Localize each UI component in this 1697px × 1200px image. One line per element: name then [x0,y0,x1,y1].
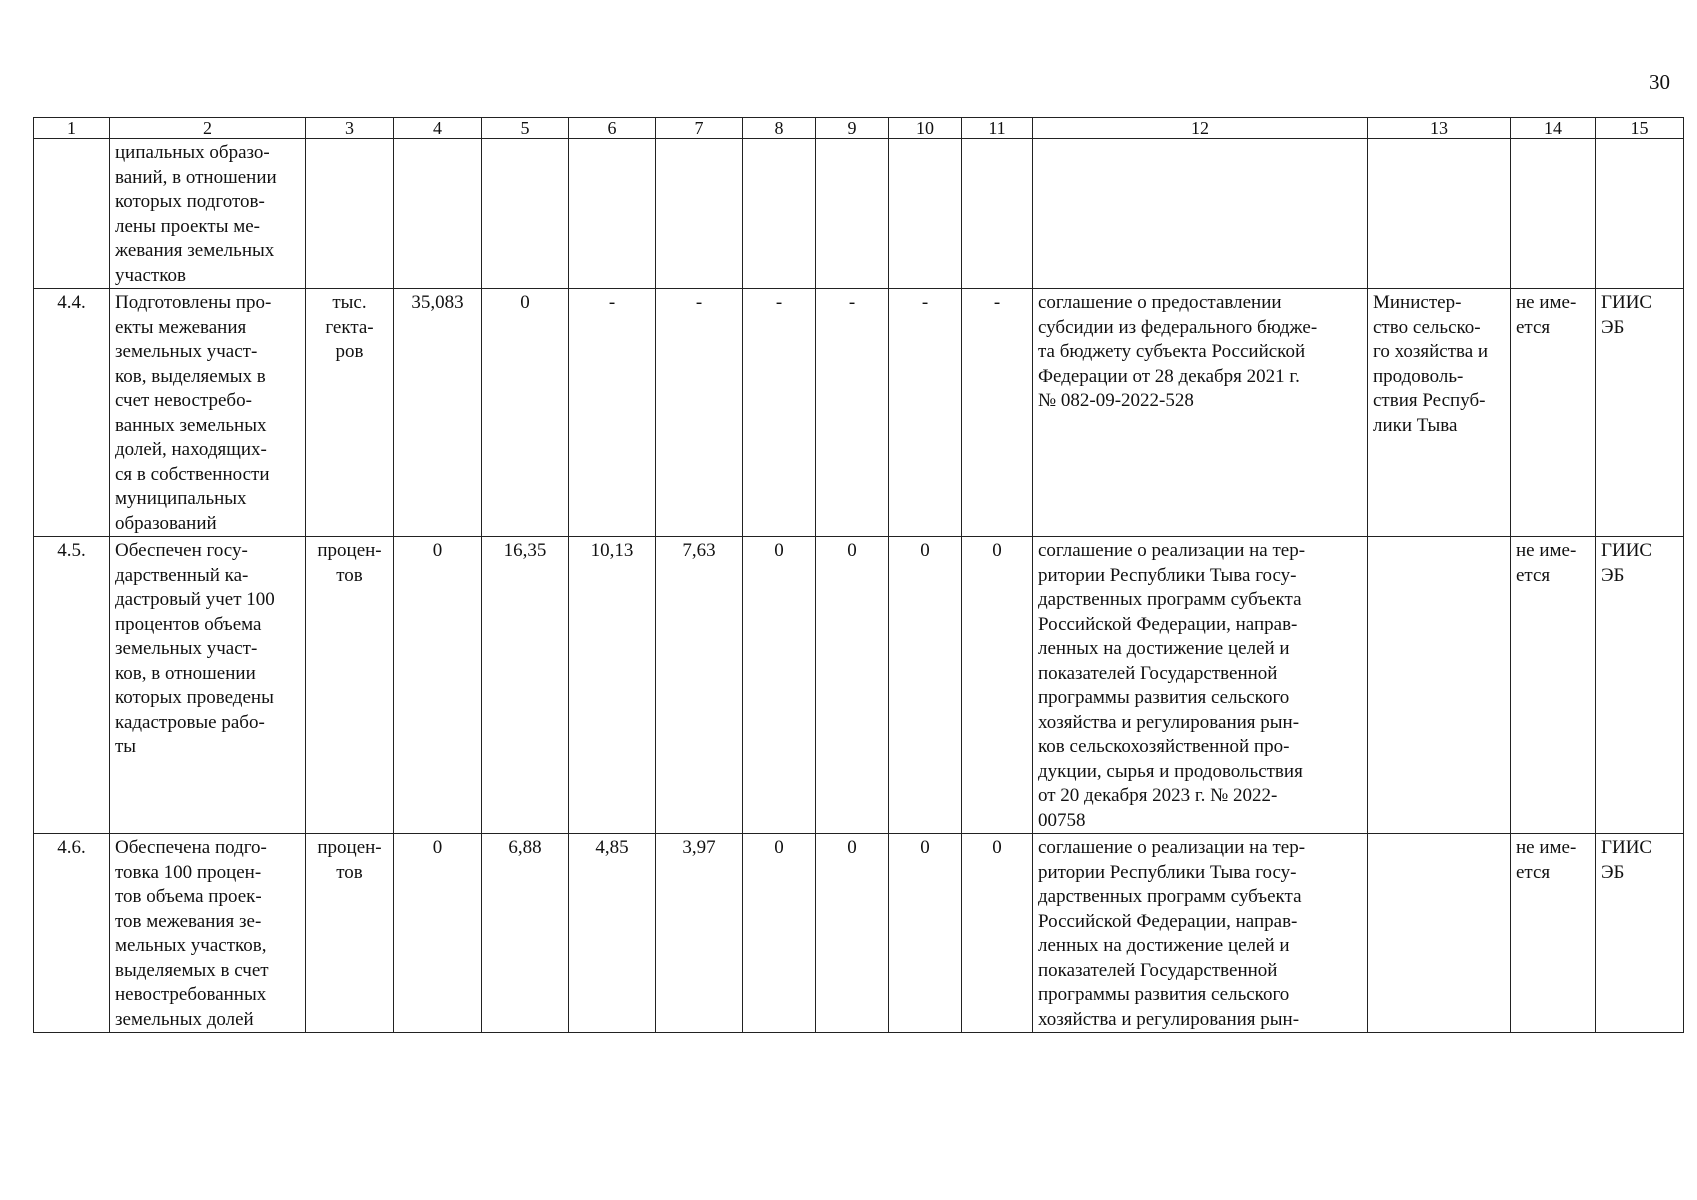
table-row-continuation [34,139,1684,289]
cell-number: 4.4. [34,289,110,537]
cell-source-document: соглашение о реализации на тер- ритории Республики Тыва госу- дарственных программ субъекта Российской Федерации, направ- ленных на достижение целей и показателей Государственной программы развития сельского хозяйства и регулирования рын- ков сельскохозяйственной про- дукции, сырья и продовольствия от 20 декабря 2023 г. № 2022- 00758 [1033,537,1368,834]
cell-source-document [1033,139,1368,289]
column-header: 7 [656,118,743,139]
cell-value: 0 [962,834,1033,1033]
column-header: 14 [1511,118,1596,139]
column-number-row [34,118,1684,139]
table-row-4-5 [34,537,1684,834]
column-header: 2 [110,118,306,139]
cell-value: - [656,289,743,537]
cell-value: 6,88 [482,834,569,1033]
cell-value: 0 [394,834,482,1033]
cell-value: 0 [743,537,816,834]
cell-value [962,139,1033,289]
cell-unit: тыс. гекта- ров [306,289,394,537]
cell-status: не име- ется [1511,834,1596,1033]
cell-status: не име- ется [1511,289,1596,537]
cell-system: ГИИС ЭБ [1596,834,1684,1033]
cell-value: 0 [743,834,816,1033]
column-header: 5 [482,118,569,139]
cell-value [656,139,743,289]
cell-value: 4,85 [569,834,656,1033]
cell-unit: процен- тов [306,834,394,1033]
cell-value: 0 [482,289,569,537]
column-header: 15 [1596,118,1684,139]
cell-value: 0 [394,537,482,834]
column-header: 10 [889,118,962,139]
cell-value: - [743,289,816,537]
cell-value: - [889,289,962,537]
cell-value [889,139,962,289]
cell-result-name: Подготовлены про- екты межевания земельных участ- ков, выделяемых в счет невостребо- ванных земельных долей, находящих- ся в собственности муниципальных образований [110,289,306,537]
column-header: 9 [816,118,889,139]
cell-result-name: ципальных образо- ваний, в отношении которых подготов- лены проекты ме- жевания земельных участков [110,139,306,289]
cell-responsible [1368,537,1511,834]
cell-number: 4.5. [34,537,110,834]
cell-value: 35,083 [394,289,482,537]
cell-unit: процен- тов [306,537,394,834]
cell-value [394,139,482,289]
indicators-table [33,117,1684,1033]
column-header: 6 [569,118,656,139]
table-row-4-6 [34,834,1684,1033]
cell-value: 0 [816,834,889,1033]
cell-value: 0 [889,537,962,834]
cell-value: - [962,289,1033,537]
column-header: 13 [1368,118,1511,139]
cell-system [1596,139,1684,289]
cell-value: 3,97 [656,834,743,1033]
column-header: 1 [34,118,110,139]
cell-responsible [1368,834,1511,1033]
cell-source-document: соглашение о предоставлении субсидии из федерального бюдже- та бюджету субъекта Российской Федерации от 28 декабря 2021 г. № 082-09-2022-528 [1033,289,1368,537]
cell-value [482,139,569,289]
table-row-4-4 [34,289,1684,537]
page-number: 30 [1649,70,1670,94]
cell-responsible [1368,139,1511,289]
cell-value [816,139,889,289]
cell-value: 0 [816,537,889,834]
cell-source-document: соглашение о реализации на тер- ритории Республики Тыва госу- дарственных программ субъекта Российской Федерации, направ- ленных на достижение целей и показателей Государственной программы развития сельского хозяйства и регулирования рын- [1033,834,1368,1033]
cell-number: 4.6. [34,834,110,1033]
cell-value [569,139,656,289]
column-header: 3 [306,118,394,139]
cell-status: не име- ется [1511,537,1596,834]
cell-value [743,139,816,289]
column-header: 12 [1033,118,1368,139]
column-header: 4 [394,118,482,139]
cell-value: 10,13 [569,537,656,834]
cell-unit [306,139,394,289]
cell-status [1511,139,1596,289]
cell-value: 16,35 [482,537,569,834]
cell-value: - [569,289,656,537]
cell-system: ГИИС ЭБ [1596,289,1684,537]
cell-value: - [816,289,889,537]
cell-system: ГИИС ЭБ [1596,537,1684,834]
column-header: 11 [962,118,1033,139]
cell-number [34,139,110,289]
cell-value: 7,63 [656,537,743,834]
cell-value: 0 [889,834,962,1033]
column-header: 8 [743,118,816,139]
cell-value: 0 [962,537,1033,834]
cell-result-name: Обеспечен госу- дарственный ка- дастровый учет 100 процентов объема земельных участ- ков, в отношении которых проведены кадастровые рабо- ты [110,537,306,834]
cell-responsible: Министер- ство сельско- го хозяйства и продоволь- ствия Респуб- лики Тыва [1368,289,1511,537]
cell-result-name: Обеспечена подго- товка 100 процен- тов объема проек- тов межевания зе- мельных участков, выделяемых в счет невостребованных земельных долей [110,834,306,1033]
